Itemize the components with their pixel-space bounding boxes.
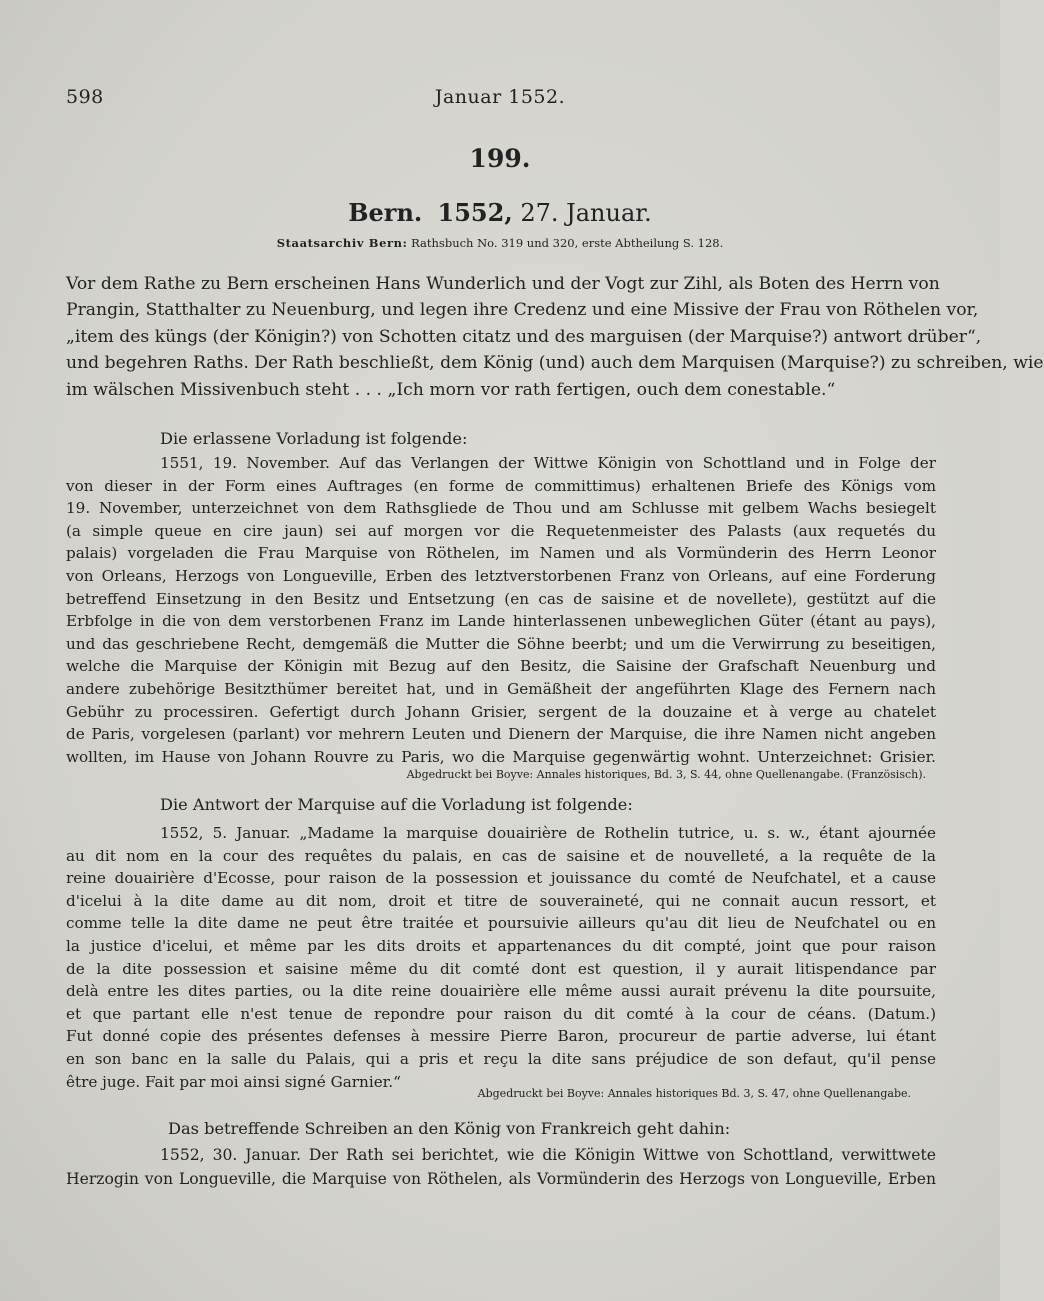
running-title: Januar 1552. xyxy=(434,86,566,108)
text-line: la justice d'icelui, et même par les dits droits et appartenances du dit compté, joint que pour raison xyxy=(66,936,936,955)
text-line: être juge. Fait par moi ainsi signé Garnier.“ xyxy=(66,1072,401,1091)
text-line: en son banc en la salle du Palais, qui a pris et reçu la dite sans préjudice de son defaut, qu'il pense xyxy=(66,1049,936,1068)
text-line: 19. November, unterzeichnet von dem Rathsgliede de Thou und am Schlusse mit gelbem Wachs besiegelt xyxy=(66,499,936,518)
text-line: (a simple queue en cire jaun) sei auf morgen vor die Requetenmeister des Palasts (aux requetés du xyxy=(66,521,936,540)
text-line: und das geschriebene Recht, demgemäß die Mutter die Söhne beerbt; und um die Verwirrung zu beseitigen, xyxy=(66,634,936,653)
text-line: im wälschen Missivenbuch steht . . . „Ich morn vor rath fertigen, ouch dem conestable.“ xyxy=(66,379,836,400)
text-line: von dieser in der Form eines Auftrages (en forme de committimus) erhaltenen Briefe des Königs vom xyxy=(66,476,936,495)
source-citation xyxy=(0,236,1000,250)
source-archive: Staatsarchiv Bern: xyxy=(276,236,408,250)
running-head xyxy=(66,86,934,116)
text-line: Fut donné copie des présentes defenses à messire Pierre Baron, procureur de partie adverse, lui étant xyxy=(66,1027,936,1046)
document-title xyxy=(0,198,1000,227)
text-line: Gebühr zu processiren. Gefertigt durch Johann Grisier, sergent de la douzaine et à verge au chatelet xyxy=(66,702,936,721)
text-line: andere zubehörige Besitzthümer bereitet hat, und in Gemäßheit der angeführten Klage des Fernern nach xyxy=(66,679,936,698)
text-line: betreffend Einsetzung in den Besitz und Entsetzung (en cas de saisine et de novellete), gestützt auf die xyxy=(66,589,936,608)
document-number: 199. xyxy=(469,144,531,173)
text-line: de la dite possession et saisine même du dit comté dont est question, il y aurait litispendance par xyxy=(66,959,936,978)
letter-to-king xyxy=(66,1143,936,1191)
intro-letter: Das betreffende Schreiben an den König von Frankreich geht dahin: xyxy=(168,1119,731,1138)
text-line: wollten, im Hause von Johann Rouvre zu Paris, wo die Marquise gegenwärtig wohnt. Unterzeichnet: Grisier. xyxy=(66,747,936,766)
marquise-answer xyxy=(66,822,936,1093)
text-line: de Paris, vorgelesen (parlant) vor mehrern Leuten und Dienern der Marquise, die ihre Namen nicht angeben xyxy=(66,725,936,744)
text-line: au dit nom en la cour des requêtes du palais, en cas de saisine et de nouvelleté, a la requête de la xyxy=(66,846,936,865)
text-line: und begehren Raths. Der Rath beschließt, dem König (und) auch dem Marquisen (Marquise?) zu schreiben, wie xyxy=(66,353,1044,374)
source-reference: Rathsbuch No. 319 und 320, erste Abtheilung S. 128. xyxy=(411,236,724,250)
text-line: d'icelui à la dite dame au dit nom, droit et titre de souveraineté, qui ne connait aucun ressort, et xyxy=(66,891,936,910)
title-year: 1552, xyxy=(437,198,513,227)
intro-summons: Die erlassene Vorladung ist folgende: xyxy=(160,429,468,448)
text-line: welche die Marquise der Königin mit Bezug auf den Besitz, die Saisine der Grafschaft Neuenburg und xyxy=(66,657,936,676)
text-line: „item des küngs (der Königin?) von Schotten citatz und des marguisen (der Marquise?) antwort drüber“, xyxy=(66,326,982,347)
main-paragraph xyxy=(66,271,1044,403)
summons-summary xyxy=(66,452,936,768)
text-line: delà entre les dites parties, ou la dite reine douairière elle même aussi aurait prévenu la dite poursuite, xyxy=(66,982,936,1001)
text-line: Vor dem Rathe zu Bern erscheinen Hans Wunderlich und der Vogt zur Zihl, als Boten des Herrn von xyxy=(66,274,940,294)
text-line: Prangin, Statthalter zu Neuenburg, und legen ihre Credenz und eine Missive der Frau von Röthelen vor, xyxy=(66,300,979,321)
title-place: Bern. xyxy=(348,198,423,227)
text-line: palais) vorgeladen die Frau Marquise von Röthelen, im Namen und als Vormünderin des Herrn Leonor xyxy=(66,544,936,563)
page-number: 598 xyxy=(66,86,104,108)
intro-answer: Die Antwort der Marquise auf die Vorladung ist folgende: xyxy=(160,795,633,814)
source-note-1: Abgedruckt bei Boyve: Annales historiques, Bd. 3, S. 44, ohne Quellenangabe. (Französisch). xyxy=(406,768,926,781)
title-date: 27. Januar. xyxy=(520,199,652,227)
text-line: 1552, 5. Januar. „Madame la marquise douairière de Rothelin tutrice, u. s. w., étant ajournée xyxy=(160,824,936,842)
text-line: et que partant elle n'est tenue de repondre pour raison du dit comté à la cour de céans. (Datum.) xyxy=(66,1004,936,1023)
text-line: Herzogin von Longueville, die Marquise von Röthelen, als Vormünderin des Herzogs von Longueville, Erben xyxy=(66,1170,936,1188)
text-line: von Orleans, Herzogs von Longueville, Erben des letztverstorbenen Franz von Orleans, auf eine Forderung xyxy=(66,566,936,585)
text-line: comme telle la dite dame ne peut être traitée et poursuivie ailleurs qu'au dit lieu de Neufchatel ou en xyxy=(66,914,936,933)
source-note-2: Abgedruckt bei Boyve: Annales historiques Bd. 3, S. 47, ohne Quellenangabe. xyxy=(477,1087,911,1100)
text-line: 1552, 30. Januar. Der Rath sei berichtet, wie die Königin Wittwe von Schottland, verwittwete xyxy=(160,1146,936,1164)
text-line: Erbfolge in die von dem verstorbenen Franz im Lande hinterlassenen unbeweglichen Güter (étant au pays), xyxy=(66,612,936,631)
text-line: reine douairière d'Ecosse, pour raison de la possession et jouissance du comté de Neufchatel, et a cause xyxy=(66,869,936,888)
text-line: 1551, 19. November. Auf das Verlangen der Wittwe Königin von Schottland und in Folge der xyxy=(160,454,936,472)
